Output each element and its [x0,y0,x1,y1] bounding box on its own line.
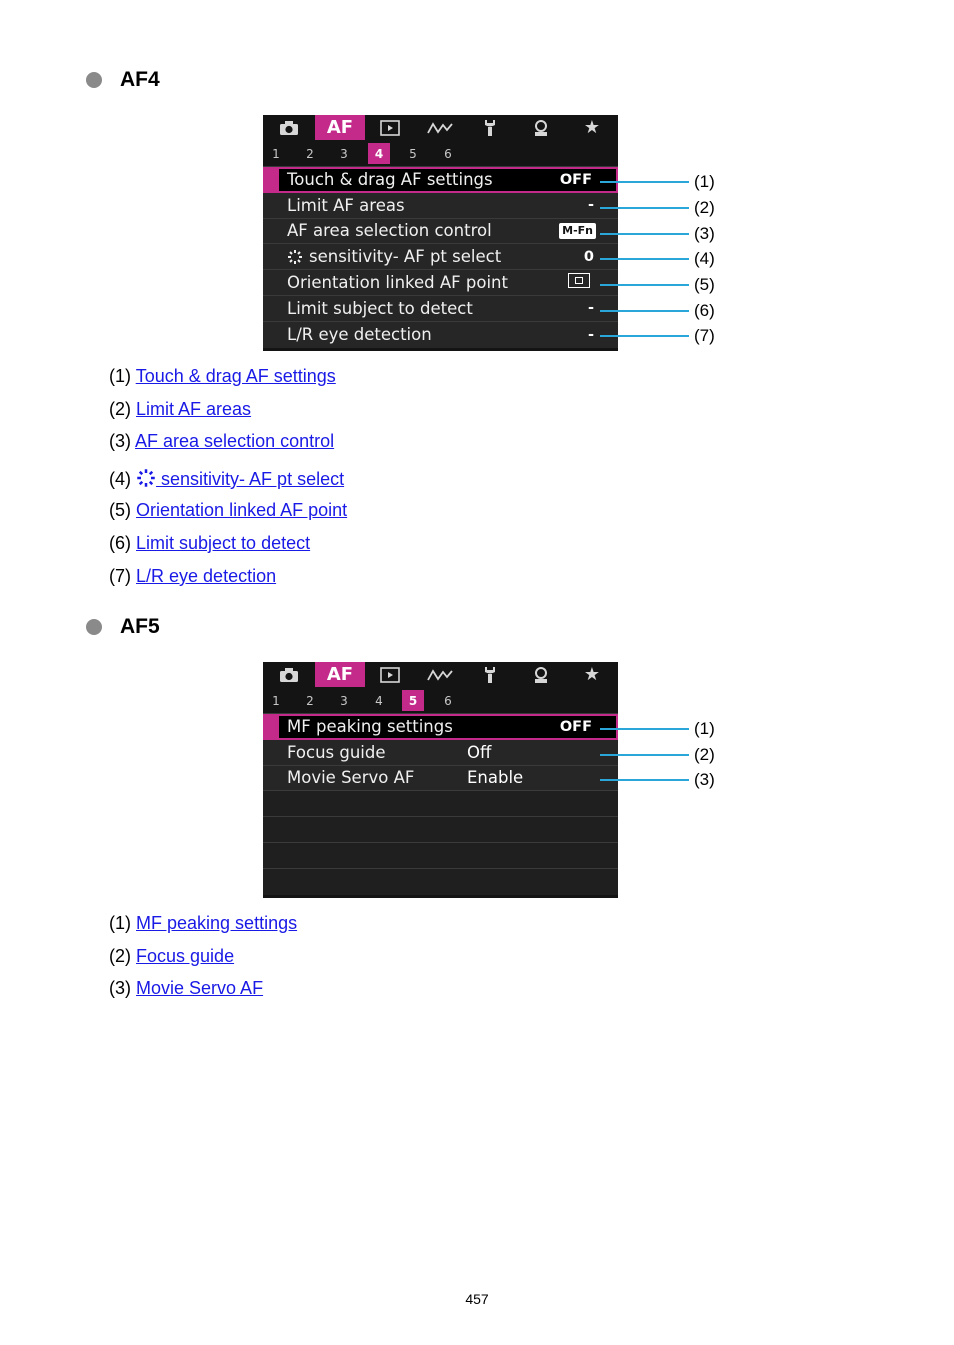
link-mf-peaking-settings[interactable]: MF peaking settings [136,913,298,933]
callout-label: (6) [694,301,715,320]
list-number: (3) [109,978,131,998]
callout-line [600,779,689,781]
bullet-icon [86,72,102,88]
wave-icon [423,115,457,140]
callout-line [600,258,689,260]
section-title: AF4 [120,68,160,91]
menu-row-label: L/R eye detection [287,325,432,345]
menu-row-label: Focus guide [287,742,386,762]
page-number-active: 5 [402,690,424,711]
callout-line [600,335,689,337]
custom-icon [524,115,558,140]
callout-label: (3) [694,224,715,243]
callout-label: (3) [694,770,715,789]
menu-row [263,244,618,270]
page-number: 4 [375,693,383,708]
menu-row-empty [263,817,618,843]
menu-row-value: OFF [559,171,592,188]
page-number: 2 [306,146,314,161]
section-title: AF5 [120,615,160,638]
menu-tab-row [263,662,618,687]
menu-row-label: Limit AF areas [287,195,405,215]
link-sensitivity-af-pt-select[interactable] [136,469,344,489]
menu-page-numbers [263,140,618,167]
list-number: (3) [109,431,131,451]
link-orientation-linked-af-point[interactable]: Orientation linked AF point [136,500,348,520]
page-number: 2 [306,693,314,708]
wrench-icon [473,115,507,140]
list-item [109,946,234,967]
camera-menu-af4 [263,115,618,351]
wrench-icon [473,662,507,687]
tab-af: AF [315,115,365,140]
list-number: (6) [109,533,131,553]
menu-row-value: 0 [583,248,594,265]
callout-line [600,284,689,286]
af-sensitivity-icon [287,249,303,265]
menu-row-label: Limit subject to detect [287,298,473,318]
custom-icon [524,662,558,687]
list-number: (1) [109,913,131,933]
af-sensitivity-icon [136,468,156,488]
link-movie-servo-af[interactable]: Movie Servo AF [136,978,264,998]
play-icon [373,662,407,687]
section-heading-af4 [86,68,160,92]
menu-row-label: Movie Servo AF [287,768,415,788]
callout-label: (1) [694,172,715,191]
wave-icon [423,662,457,687]
link-af-area-selection-control[interactable]: AF area selection control [135,431,335,451]
list-number: (2) [109,399,131,419]
star-icon: ★ [583,664,601,685]
menu-row-label: AF area selection control [287,221,492,241]
list-item [109,533,310,554]
page-number: 1 [272,146,280,161]
callout-line [600,181,689,183]
link-focus-guide[interactable]: Focus guide [136,946,235,966]
camera-icon [272,115,306,140]
menu-tab-row [263,115,618,140]
orientation-af-point-icon [568,273,590,292]
menu-row [263,296,618,322]
list-number: (7) [109,566,131,586]
menu-row [263,740,618,766]
menu-row-label: MF peaking settings [287,717,453,737]
list-item [109,366,336,387]
bullet-icon [86,619,102,635]
list-item [109,913,297,934]
page-number: 3 [340,693,348,708]
camera-menu-af5 [263,662,618,898]
list-number: (1) [109,366,131,386]
callout-label: (4) [694,249,715,268]
menu-row-empty [263,791,618,817]
camera-icon [272,662,306,687]
list-item [109,500,347,521]
callout-label: (2) [694,745,715,764]
callout-label: (1) [694,719,715,738]
menu-row-value: Off [467,742,492,762]
link-lr-eye-detection[interactable]: L/R eye detection [136,566,277,586]
menu-row [263,766,618,792]
menu-row-value: - [587,326,594,343]
menu-row [263,714,618,740]
star-icon: ★ [583,117,601,138]
page-number-active: 4 [368,143,390,164]
tab-af: AF [315,662,365,687]
link-touch-drag-af-settings[interactable]: Touch & drag AF settings [135,366,336,386]
menu-row-value: - [587,300,594,317]
menu-row [263,193,618,219]
page-number-footer: 457 [465,1291,489,1307]
page-number: 6 [444,693,452,708]
menu-page-numbers [263,687,618,714]
list-item [109,399,251,420]
menu-row [263,167,618,193]
menu-row-value: - [587,197,594,214]
menu-row [263,270,618,296]
callout-label: (7) [694,326,715,345]
menu-row-empty [263,869,618,895]
callout-line [600,233,689,235]
page-number: 6 [444,146,452,161]
list-number: (2) [109,946,131,966]
list-item [109,566,276,587]
page-number: 3 [340,146,348,161]
list-number: (5) [109,500,131,520]
menu-row-label: Orientation linked AF point [287,273,508,293]
menu-row-label: Touch & drag AF settings [287,170,493,190]
menu-row-empty [263,843,618,869]
list-item [109,431,334,452]
menu-row-label [287,247,501,266]
menu-row [263,219,618,245]
link-text: sensitivity- AF pt select [161,469,345,489]
play-icon [373,115,407,140]
callout-line [600,754,689,756]
callout-line [600,310,689,312]
page-number: 5 [409,146,417,161]
callout-line [600,728,689,730]
list-number: (4) [109,469,131,489]
list-item [109,468,344,490]
list-item [109,978,263,999]
menu-row-value: OFF [559,718,592,735]
link-limit-subject-to-detect[interactable]: Limit subject to detect [136,533,311,553]
section-heading-af5 [86,615,160,639]
menu-row-label-text: sensitivity- AF pt select [309,247,502,267]
callout-line [600,207,689,209]
menu-row-value: Enable [467,768,524,788]
page-number: 1 [272,693,280,708]
menu-row-value: M-Fn [559,223,596,239]
link-limit-af-areas[interactable]: Limit AF areas [136,399,252,419]
callout-label: (2) [694,198,715,217]
menu-row [263,322,618,348]
callout-label: (5) [694,275,715,294]
